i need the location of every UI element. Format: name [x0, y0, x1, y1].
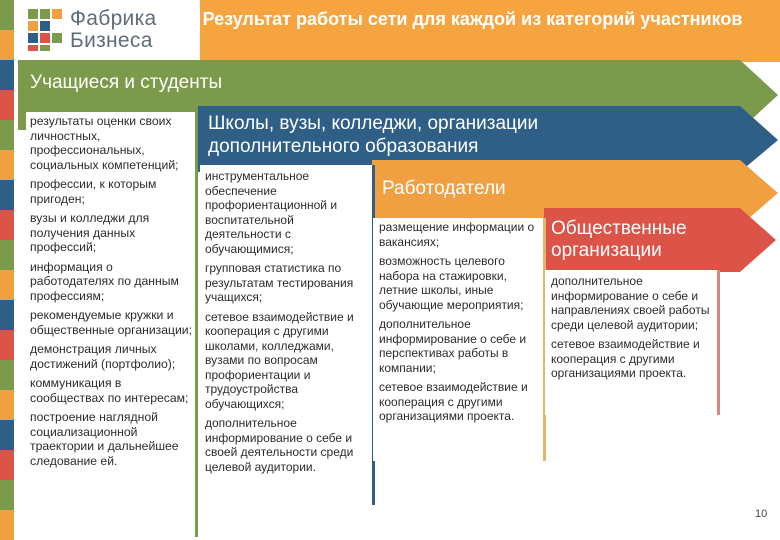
list-item: размещение информации о вакансиях;	[379, 220, 535, 249]
list-item: коммуникация в сообществах по интересам;	[30, 376, 189, 405]
list-item: сетевое взаимодействие и кооперация с другими организациями проекта.	[379, 380, 528, 423]
list-item: сетевое взаимодействие и кооперация с другими организациями проекта.	[551, 337, 700, 380]
schools-column	[200, 165, 375, 505]
list-item: групповая статистика по результатам тестирования учащихся;	[205, 261, 354, 304]
category-label-public-orgs: Общественные организации	[551, 218, 687, 261]
students-column	[26, 112, 198, 537]
list-item: демонстрация личных достижений (портфолио);	[30, 342, 176, 371]
list-item: результаты оценки своих личностных, профессиональных, социальных компетенций;	[30, 114, 179, 172]
employers-column	[373, 218, 546, 461]
list-item: инструментальное обеспечение профориентационной и воспитательной деятельности с обучающимися;	[205, 169, 338, 256]
list-item: дополнительное информирование о себе и направлениях своей работы среди целевой аудитории;	[551, 274, 710, 332]
list-item: дополнительное информирование о себе и своей деятельности среди целевой аудитории.	[205, 416, 354, 474]
list-item: возможность целевого набора на стажировки, летние школы, иные обучающие мероприятия;	[379, 254, 524, 312]
category-label-schools: Школы, вузы, колледжи, организации дополнительного образования	[208, 113, 539, 157]
category-label-employers: Работодатели	[382, 178, 506, 199]
public-orgs-column	[545, 270, 720, 415]
list-item: рекомендуемые кружки и общественные организации;	[30, 308, 193, 337]
list-item: построение наглядной социализационной траектории и дальнейшее следование ей.	[30, 410, 179, 468]
list-item: профессии, к которым пригоден;	[30, 177, 157, 206]
list-item: вузы и колледжи для получения данных профессий;	[30, 211, 150, 254]
logo-line-2: Бизнеса	[70, 29, 153, 52]
page-title: Результат работы сети для каждой из категорий участников	[202, 9, 743, 29]
page-number: 10	[755, 508, 768, 520]
list-item: сетевое взаимодействие и кооперация с другими школами, колледжами, вузами по вопросам профориентации и трудоустройства обучающихся;	[205, 309, 354, 411]
logo-line-1: Фабрика	[70, 7, 157, 30]
list-item: дополнительное информирование о себе и перспективах работы в компании;	[379, 317, 527, 375]
category-label-students: Учащиеся и студенты	[30, 72, 223, 93]
list-item: информация о работодателях по данным профессиям;	[30, 259, 179, 303]
